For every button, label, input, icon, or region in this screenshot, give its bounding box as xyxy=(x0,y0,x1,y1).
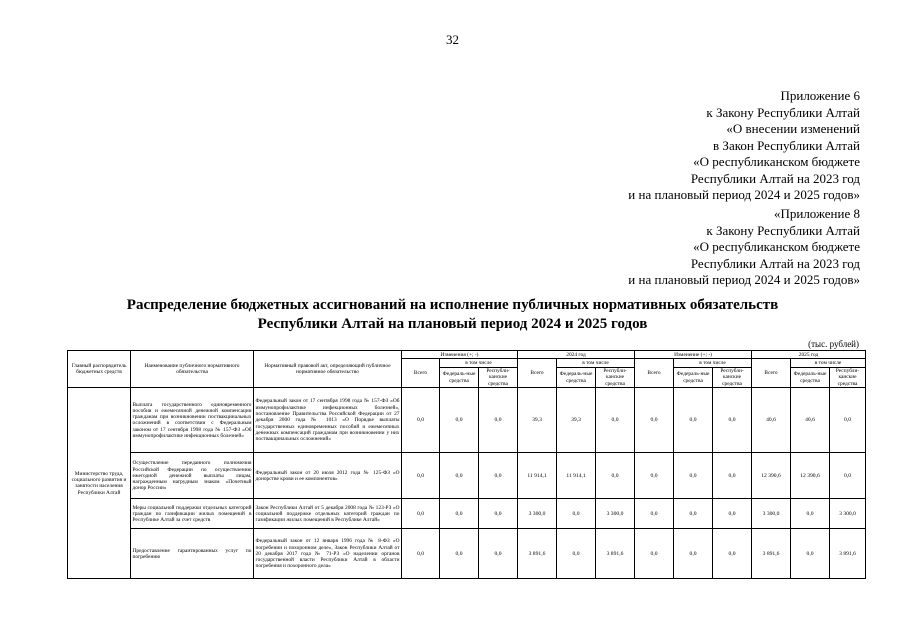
page-number: 32 xyxy=(446,32,459,47)
value-cell: 0,0 xyxy=(713,499,752,529)
header-republic: Республи-канские средства xyxy=(713,367,752,388)
obligation-name-cell: Выплата государственного единовременного пособия и ежемесячной денежной компенсации гражданам при возникновении поствакцинальных осложнений в соответствии с Федеральным законом от 17 сентября 1998 года № 157-ФЗ «Об иммунопрофилактике инфекционных болезней» xyxy=(131,388,254,453)
title-line-2: Республики Алтай на плановый период 2024 и 2025 годов xyxy=(257,316,648,332)
obligations-table xyxy=(67,350,866,579)
value-cell: 3 300,0 xyxy=(596,499,635,529)
legal-act-cell: Закон Республики Алтай от 5 декабря 2008 года № 123-РЗ «О социальной поддержке отдельных категорий граждан по газификации жилых помещений в Республике Алтай» xyxy=(254,499,402,529)
header-year-2024: 2024 год xyxy=(518,351,635,359)
value-cell: 0,0 xyxy=(791,529,830,579)
value-cell: 0,0 xyxy=(557,499,596,529)
units-label: (тыс. рублей) xyxy=(808,339,859,349)
appendix-8-line: «О республиканском бюджете xyxy=(693,239,860,254)
appendix-6-line: «О внесении изменений xyxy=(726,121,860,136)
value-cell: 11 914,1 xyxy=(518,453,557,499)
appendix-8-line: к Закону Республики Алтай xyxy=(706,222,860,238)
value-cell: 0,0 xyxy=(674,453,713,499)
header-federal: Федераль-ные средства xyxy=(791,367,830,388)
header-federal: Федераль-ные средства xyxy=(674,367,713,388)
value-cell: 0,0 xyxy=(713,453,752,499)
value-cell: 0,0 xyxy=(440,499,479,529)
table-row xyxy=(68,499,866,529)
appendix-6-line: «О республиканском бюджете xyxy=(693,154,860,169)
value-cell: 0,0 xyxy=(791,499,830,529)
appendix-8-line: «Приложение 8 xyxy=(773,206,860,221)
value-cell: 0,0 xyxy=(713,388,752,453)
value-cell: 0,0 xyxy=(402,529,440,579)
obligation-name-cell: Меры социальной поддержки отдельных категорий граждан по газификации жилых помещений в Республике Алтай за счет средств xyxy=(131,499,254,529)
value-cell: 0,0 xyxy=(479,388,518,453)
value-cell: 3 300,0 xyxy=(752,499,791,529)
value-cell: 3 891,6 xyxy=(518,529,557,579)
appendix-8-line: и на плановый период 2024 и 2025 годов» xyxy=(628,272,860,287)
header-including: в том числе xyxy=(674,359,752,367)
header-including: в том числе xyxy=(440,359,518,367)
header-federal: Федераль-ные средства xyxy=(440,367,479,388)
header-total: Всего xyxy=(752,359,791,388)
value-cell: 3 891,6 xyxy=(596,529,635,579)
value-cell: 0,0 xyxy=(635,499,674,529)
value-cell: 0,0 xyxy=(440,529,479,579)
title-line-1: Распределение бюджетных ассигнований на исполнение публичных нормативных обязательств xyxy=(126,297,779,313)
value-cell: 0,0 xyxy=(440,388,479,453)
appendix-6-line: Приложение 6 xyxy=(780,88,860,103)
header-year-2025: 2025 год xyxy=(752,351,866,359)
table-row xyxy=(68,529,866,579)
value-cell: 3 300,0 xyxy=(518,499,557,529)
header-republic: Республи-канские средства xyxy=(479,367,518,388)
value-cell: 0,0 xyxy=(674,499,713,529)
value-cell: 0,0 xyxy=(830,453,866,499)
appendix-8-heading xyxy=(628,206,860,289)
value-cell: 0,0 xyxy=(635,529,674,579)
value-cell: 0,0 xyxy=(479,453,518,499)
obligation-name-cell: Предоставление гарантированных услуг по погребению xyxy=(131,529,254,579)
appendix-6-line: и на плановый период 2024 и 2025 годов» xyxy=(628,187,860,202)
value-cell: 0,0 xyxy=(402,499,440,529)
value-cell: 12 390,6 xyxy=(752,453,791,499)
value-cell: 0,0 xyxy=(596,453,635,499)
header-main-manager: Главный распорядитель бюджетных средств xyxy=(68,351,131,388)
header-change-2024: Изменения (+; -) xyxy=(402,351,518,359)
appendix-6-line: к Закону Республики Алтай xyxy=(706,104,860,120)
value-cell: 0,0 xyxy=(402,453,440,499)
table-row xyxy=(68,388,866,453)
header-including: в том числе xyxy=(791,359,866,367)
appendix-6-line: Республики Алтай на 2023 год xyxy=(690,170,860,186)
header-total: Всего xyxy=(518,359,557,388)
obligation-name-cell: Осуществление переданного полномочия Российской Федерации по осуществлению ежегодной денежной выплаты лицам, награжденным нагрудным знаком «Почетный донор России» xyxy=(131,453,254,499)
value-cell: 40,6 xyxy=(791,388,830,453)
table-row xyxy=(68,453,866,499)
header-federal: Федераль-ные средства xyxy=(557,367,596,388)
appendix-6-heading xyxy=(628,88,860,204)
value-cell: 39,3 xyxy=(518,388,557,453)
value-cell: 3 891,6 xyxy=(752,529,791,579)
value-cell: 40,6 xyxy=(752,388,791,453)
value-cell: 3 891,6 xyxy=(830,529,866,579)
ministry-cell: Министерство труда, социального развития и занятости населения Республики Алтай xyxy=(68,388,131,579)
value-cell: 0,0 xyxy=(674,529,713,579)
value-cell: 0,0 xyxy=(479,529,518,579)
value-cell: 11 914,1 xyxy=(557,453,596,499)
value-cell: 0,0 xyxy=(402,388,440,453)
value-cell: 0,0 xyxy=(713,529,752,579)
header-including: в том числе xyxy=(557,359,635,367)
value-cell: 0,0 xyxy=(635,388,674,453)
value-cell: 0,0 xyxy=(440,453,479,499)
legal-act-cell: Федеральный закон от 20 июля 2012 года № 125-ФЗ «О донорстве крови и ее компонентов» xyxy=(254,453,402,499)
value-cell: 0,0 xyxy=(674,388,713,453)
value-cell: 0,0 xyxy=(479,499,518,529)
header-change-2025: Изменение (+; -) xyxy=(635,351,752,359)
value-cell: 12 390,6 xyxy=(791,453,830,499)
legal-act-cell: Федеральный закон от 17 сентября 1998 года № 157-ФЗ «Об иммунопрофилактике инфекционных болезней», постановление Правительства Российской Федерации от 27 декабря 2000 года № 1013 «О Порядке выплаты государственных единовременных пособий и ежемесячных денежных компенсаций гражданам при возникновении у них поствакцинальных осложнений» xyxy=(254,388,402,453)
header-total: Всего xyxy=(635,359,674,388)
legal-act-cell: Федеральный закон от 12 января 1996 года № 8-ФЗ «О погребении и похоронном деле», Закон Республики Алтай от 20 декабря 2017 года № 71-РЗ «О наделении органов государственной власти Республики Алтай в области погребения и похоронного дела» xyxy=(254,529,402,579)
value-cell: 0,0 xyxy=(596,388,635,453)
header-republic: Республи-канские средства xyxy=(830,367,866,388)
header-legal-act: Нормативный правовой акт, определяющий публичное нормативное обязательство xyxy=(254,351,402,388)
value-cell: 0,0 xyxy=(557,529,596,579)
value-cell: 39,3 xyxy=(557,388,596,453)
header-obligation-name: Наименование публичного нормативного обязательства xyxy=(131,351,254,388)
appendix-8-line: Республики Алтай на 2023 год xyxy=(690,255,860,271)
value-cell: 0,0 xyxy=(635,453,674,499)
document-title xyxy=(0,296,905,334)
header-total: Всего xyxy=(402,359,440,388)
value-cell: 3 300,0 xyxy=(830,499,866,529)
appendix-6-line: в Закон Республики Алтай xyxy=(713,137,860,153)
header-republic: Республи-канские средства xyxy=(596,367,635,388)
value-cell: 0,0 xyxy=(830,388,866,453)
